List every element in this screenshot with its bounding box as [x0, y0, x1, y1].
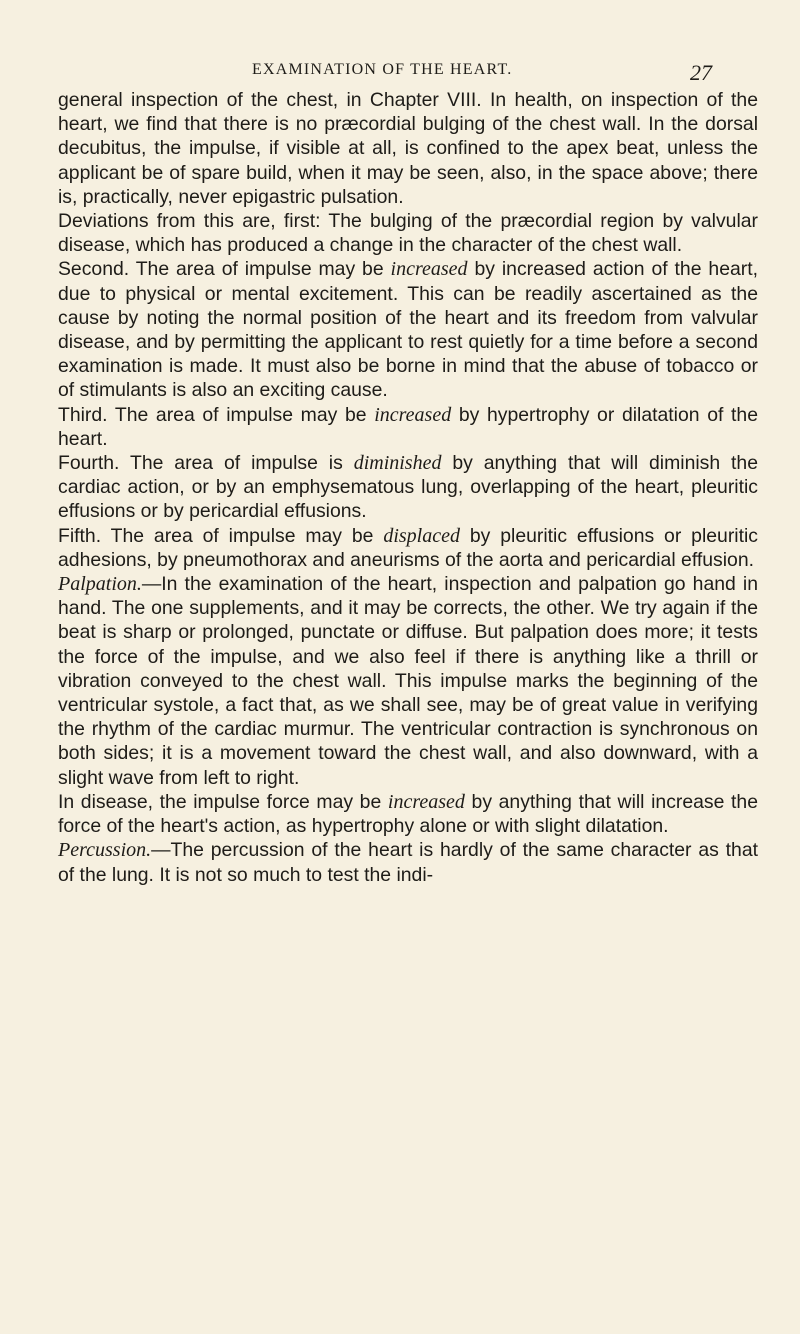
- paragraph-text: by anything that will increase the force of the heart's action, as hypertrophy alone or with slight dilatation.: [58, 790, 758, 838]
- paragraph: [58, 451, 758, 524]
- body-text: [58, 88, 758, 887]
- paragraph-text: Fourth. The area of impulse is: [58, 452, 354, 475]
- paragraph-text: general inspection of the chest, in Chapter VIII. In health, on inspection of the heart, we find that there is no præcordial bulging of the chest wall. In the dorsal decubitus, the impulse, if visible at all, is confined to the apex beat, unless the applicant be of spare build, when it may be seen, also, in the space above; there is, practically, never epigastric pulsation.: [58, 89, 758, 208]
- running-title: EXAMINATION OF THE HEART.: [252, 61, 513, 78]
- page-header: [0, 61, 800, 83]
- paragraph-text: by hypertrophy or dilatation of the heart.: [58, 403, 758, 450]
- paragraph-text: Deviations from this are, first: The bulging of the præcordial region by valvular disease, which has produced a change in the character of the chest wall.: [58, 210, 758, 257]
- paragraph-text: Third. The area of impulse may be: [58, 403, 375, 426]
- paragraph: [58, 572, 758, 790]
- italic-text: displaced: [383, 524, 460, 547]
- paragraph-text: In disease, the impulse force may be: [58, 790, 388, 813]
- paragraph: [58, 88, 758, 209]
- paragraph: [58, 257, 758, 402]
- italic-text: Percussion.: [58, 839, 152, 862]
- paragraph: [58, 790, 758, 838]
- paragraph-text: by increased action of the heart, due to physical or mental excitement. This can be readily ascertained as the cause by noting the normal position of the heart and its freedom from valvular disease, and by permitting the applicant to rest quietly for a time before a second examination is made. It must also be borne in mind that the abuse of tobacco or of stimulants is also an exciting cause.: [58, 258, 758, 402]
- paragraph: [58, 209, 758, 257]
- paragraph: [58, 403, 758, 451]
- paragraph-text: Fifth. The area of impulse may be: [58, 524, 384, 547]
- paragraph: [58, 524, 758, 572]
- paragraph-text: by anything that will diminish the cardiac action, or by an emphysematous lung, overlapping of the heart, pleuritic effusions or by pericardial effusions.: [58, 452, 758, 523]
- paragraph: [58, 838, 758, 886]
- page-number: 27: [690, 60, 712, 85]
- paragraph-text: —In the examination of the heart, inspection and palpation go hand in hand. The one supplements, and it may be corrects, the other. We try again if the beat is sharp or prolonged, punctate or diffuse. But palpation does more; it tests the force of the impulse, and we also feel if there is anything like a thrill or vibration conveyed to the chest wall. This impulse marks the beginning of the ventricular systole, a fact that, as we shall see, may be of great value in verifying the rhythm of the cardiac murmur. The ventricular contraction is synchronous on both sides; it is a movement toward the chest wall, and also downward, with a slight wave from left to right.: [58, 573, 758, 789]
- paragraph-text: Second. The area of impulse may be: [58, 258, 391, 281]
- paragraph-text: —The percussion of the heart is hardly of the same character as that of the lung. It is not so much to test the indi-: [58, 839, 758, 886]
- italic-text: increased: [374, 403, 452, 426]
- italic-text: Palpation.: [58, 573, 142, 596]
- paragraph-text: by pleuritic effusions or pleuritic adhesions, by pneumothorax and aneurisms of the aorta and pericardial effusion.: [58, 524, 758, 571]
- italic-text: increased: [390, 258, 468, 281]
- italic-text: diminished: [353, 452, 442, 475]
- italic-text: increased: [387, 790, 465, 813]
